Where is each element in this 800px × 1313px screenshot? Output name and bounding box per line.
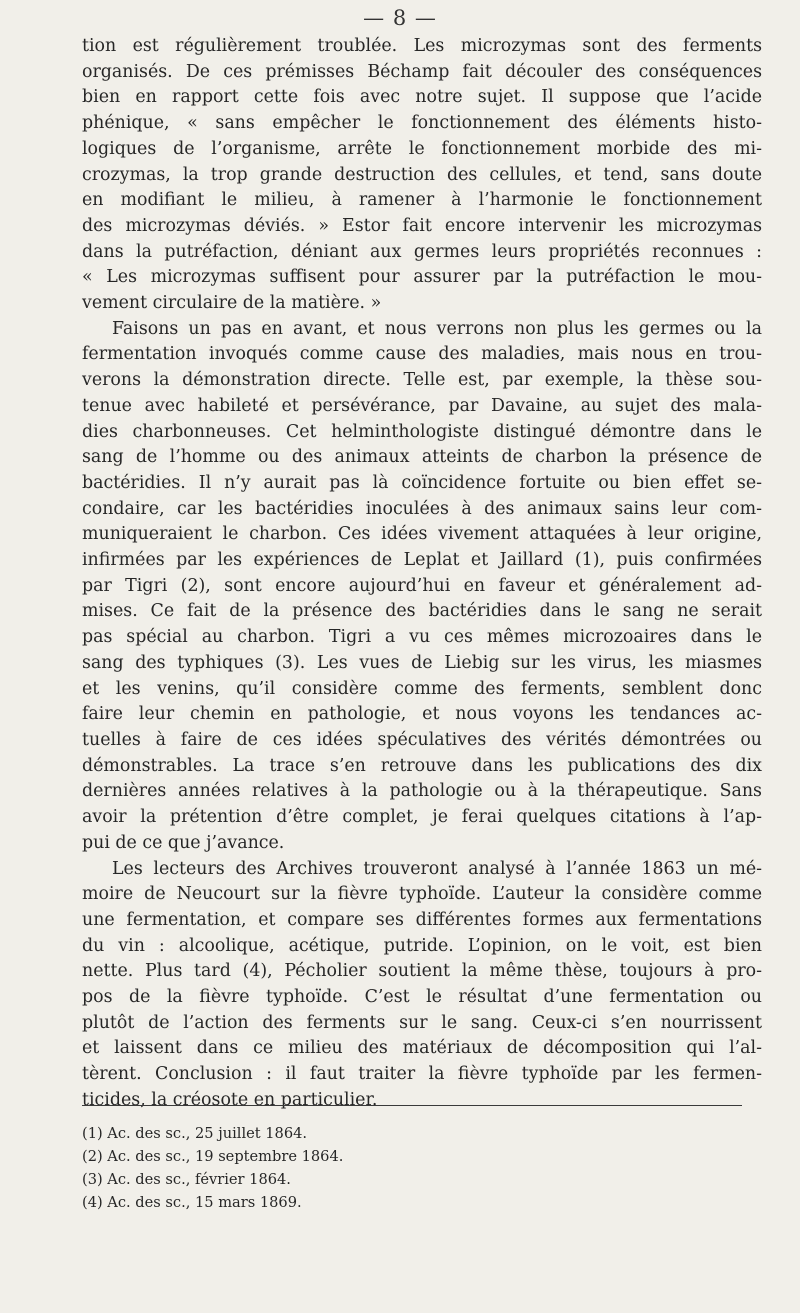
text-line: par Tigri (2), sont encore aujourd’hui en faveur et généralement ad- bbox=[82, 575, 762, 596]
text-line: ticides, la créosote en particulier. bbox=[82, 1089, 378, 1110]
text-line: avoir la prétention d’être complet, je ferai quelques citations à l’ap- bbox=[82, 807, 762, 828]
text-line: sang des typhiques (3). Les vues de Liebig sur les virus, les miasmes bbox=[82, 652, 762, 673]
text-line: Les lecteurs des Archives trouveront analysé à l’année 1863 un mé- bbox=[112, 858, 762, 879]
text-line: vement circulaire de la matière. » bbox=[82, 293, 382, 314]
text-line: muniqueraient le charbon. Ces idées vivement attaquées à leur origine, bbox=[82, 524, 762, 545]
text-line: « Les microzymas suffisent pour assurer par la putréfaction le mou- bbox=[82, 267, 762, 288]
text-line: des microzymas déviés. » Estor fait encore intervenir les microzymas bbox=[82, 215, 762, 236]
text-line: crozymas, la trop grande destruction des cellules, et tend, sans doute bbox=[82, 164, 762, 185]
paragraph-3 bbox=[82, 857, 762, 1114]
footnotes bbox=[82, 1122, 682, 1214]
text-line: logiques de l’organisme, arrête le fonctionnement morbide des mi- bbox=[82, 138, 762, 159]
text-line: tèrent. Conclusion : il faut traiter la fièvre typhoïde par les fermen- bbox=[82, 1064, 762, 1085]
text-line: dies charbonneuses. Cet helminthologiste distingué démontre dans le bbox=[82, 421, 762, 442]
footnote-divider bbox=[82, 1105, 742, 1106]
text-line: Faisons un pas en avant, et nous verrons non plus les germes ou la bbox=[112, 318, 762, 339]
footnote: (2) Ac. des sc., 19 septembre 1864. bbox=[82, 1148, 344, 1165]
body-text bbox=[82, 34, 762, 1114]
text-line: bien en rapport cette fois avec notre sujet. Il suppose que l’acide bbox=[82, 87, 762, 108]
text-line: en modifiant le milieu, à ramener à l’harmonie le fonctionnement bbox=[82, 190, 762, 211]
text-line: faire leur chemin en pathologie, et nous voyons les tendances ac- bbox=[82, 704, 762, 725]
text-line: pos de la fièvre typhoïde. C’est le résultat d’une fermentation ou bbox=[82, 987, 762, 1008]
text-line: pui de ce que j’avance. bbox=[82, 832, 285, 853]
text-line: infirmées par les expériences de Leplat et Jaillard (1), puis confirmées bbox=[82, 550, 762, 571]
paragraph-2 bbox=[82, 317, 762, 857]
page-number: — 8 — bbox=[363, 6, 437, 30]
text-line: une fermentation, et compare ses différentes formes aux fermentations bbox=[82, 909, 762, 930]
text-line: sang de l’homme ou des animaux atteints de charbon la présence de bbox=[82, 447, 762, 468]
footnote: (1) Ac. des sc., 25 juillet 1864. bbox=[82, 1125, 308, 1142]
text-line: bactéridies. Il n’y aurait pas là coïncidence fortuite ou bien effet se- bbox=[82, 472, 762, 493]
text-line: plutôt de l’action des ferments sur le sang. Ceux-ci s’en nourrissent bbox=[82, 1012, 762, 1033]
text-line: et laissent dans ce milieu des matériaux de décomposition qui l’al- bbox=[82, 1038, 762, 1059]
text-line: condaire, car les bactéridies inoculées à des animaux sains leur com- bbox=[82, 498, 762, 519]
text-line: et les venins, qu’il considère comme des ferments, semblent donc bbox=[82, 678, 762, 699]
footnote: (3) Ac. des sc., février 1864. bbox=[82, 1171, 291, 1188]
text-line: nette. Plus tard (4), Pécholier soutient la même thèse, toujours à pro- bbox=[82, 961, 762, 982]
text-line: du vin : alcoolique, acétique, putride. L’opinion, on le voit, est bien bbox=[82, 935, 762, 956]
footnote: (4) Ac. des sc., 15 mars 1869. bbox=[82, 1194, 302, 1211]
text-line: tion est régulièrement troublée. Les microzymas sont des ferments bbox=[82, 36, 762, 56]
text-line: démonstrables. La trace s’en retrouve dans les publications des dix bbox=[82, 755, 762, 776]
text-line: dans la putréfaction, déniant aux germes leurs propriétés reconnues : bbox=[82, 241, 762, 262]
text-line: pas spécial au charbon. Tigri a vu ces mêmes microzoaires dans le bbox=[82, 627, 762, 648]
text-line: moire de Neucourt sur la fièvre typhoïde. L’auteur la considère comme bbox=[82, 884, 762, 905]
text-line: mises. Ce fait de la présence des bactéridies dans le sang ne serait bbox=[82, 601, 762, 622]
text-line: verons la démonstration directe. Telle est, par exemple, la thèse sou- bbox=[82, 370, 762, 391]
paragraph-1 bbox=[82, 34, 762, 317]
text-line: fermentation invoqués comme cause des maladies, mais nous en trou- bbox=[82, 344, 762, 365]
text-line: organisés. De ces prémisses Béchamp fait découler des conséquences bbox=[82, 61, 762, 82]
text-line: dernières années relatives à la pathologie ou à la thérapeutique. Sans bbox=[82, 781, 762, 802]
text-line: phénique, « sans empêcher le fonctionnement des éléments histo- bbox=[82, 113, 762, 134]
text-line: tuelles à faire de ces idées spéculatives des vérités démontrées ou bbox=[82, 729, 762, 750]
text-line: tenue avec habileté et persévérance, par Davaine, au sujet des mala- bbox=[82, 395, 762, 416]
